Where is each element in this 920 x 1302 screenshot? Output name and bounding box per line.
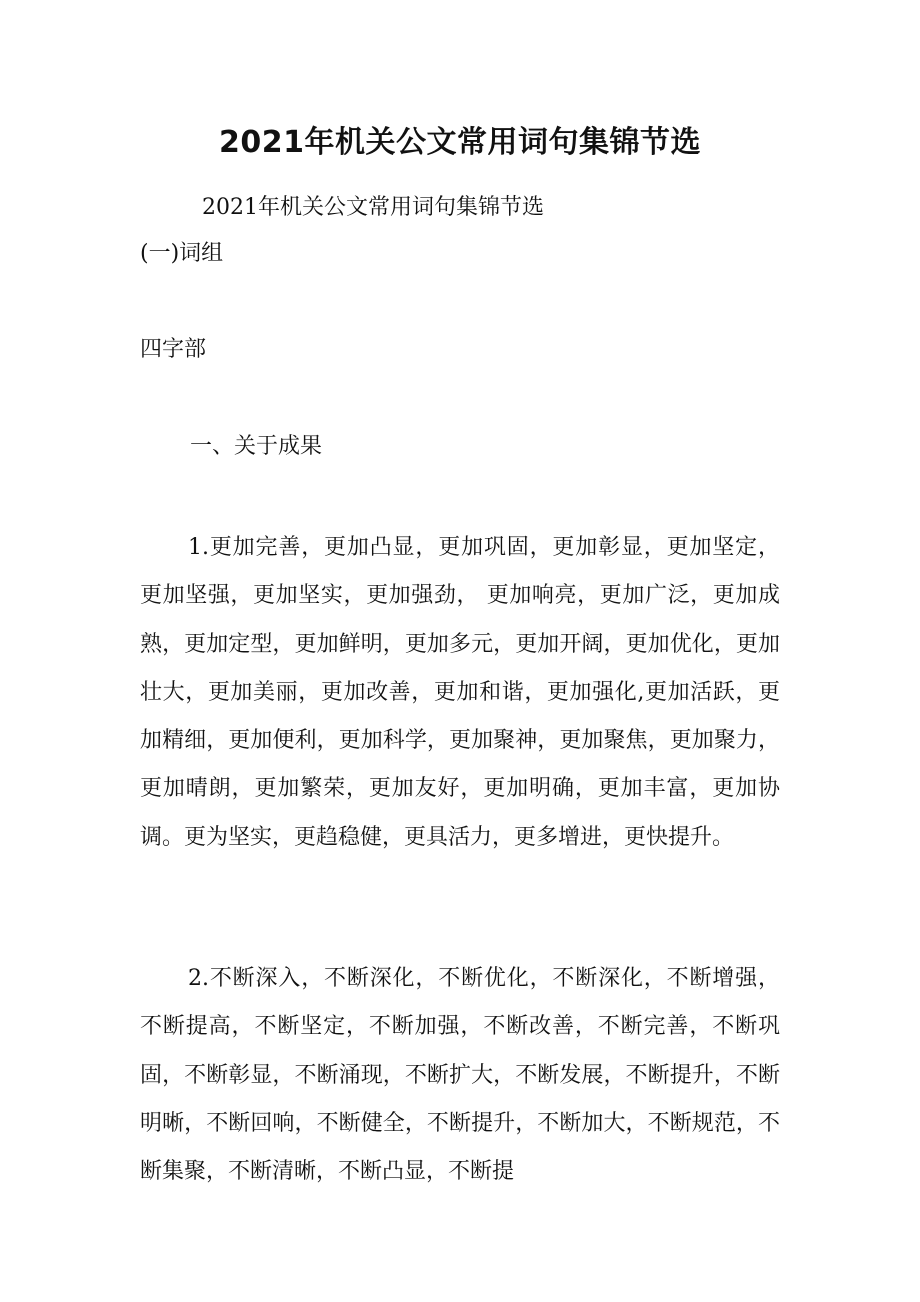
item-heading: 一、关于成果 <box>190 434 323 459</box>
document-title: 2021年机关公文常用词句集锦节选 <box>219 125 701 160</box>
document-subtitle: 2021年机关公文常用词句集锦节选 <box>202 195 544 220</box>
group-heading: (一)词组 <box>140 241 224 266</box>
section-heading: 四字部 <box>140 337 207 362</box>
paragraph-2: 2.不断深入，不断深化，不断优化，不断深化，不断增强，不断提高，不断坚定，不断加强，不断改善，不断完善，不断巩固，不断彰显，不断涌现，不断扩大，不断发展，不断提升，不断明晰，不断回响，不断健全，不断提升，不断加大，不断规范，不断集聚，不断清晰，不断凸显，不断提 <box>140 966 780 1185</box>
paragraph-1: 1.更加完善，更加凸显，更加巩固，更加彰显，更加坚定，更加坚强，更加坚实，更加强劲， 更加响亮，更加广泛，更加成熟，更加定型，更加鲜明，更加多元，更加开阔，更加优化，更加壮大，更加美丽，更加改善，更加和谐，更加强化,更加活跃，更加精细，更加便利，更加科学，更加聚神，更加聚焦，更加聚力，更加晴朗，更加繁荣，更加友好，更加明确，更加丰富，更加协调。更为坚实，更趋稳健，更具活力，更多增进，更快提升。 <box>140 535 780 850</box>
